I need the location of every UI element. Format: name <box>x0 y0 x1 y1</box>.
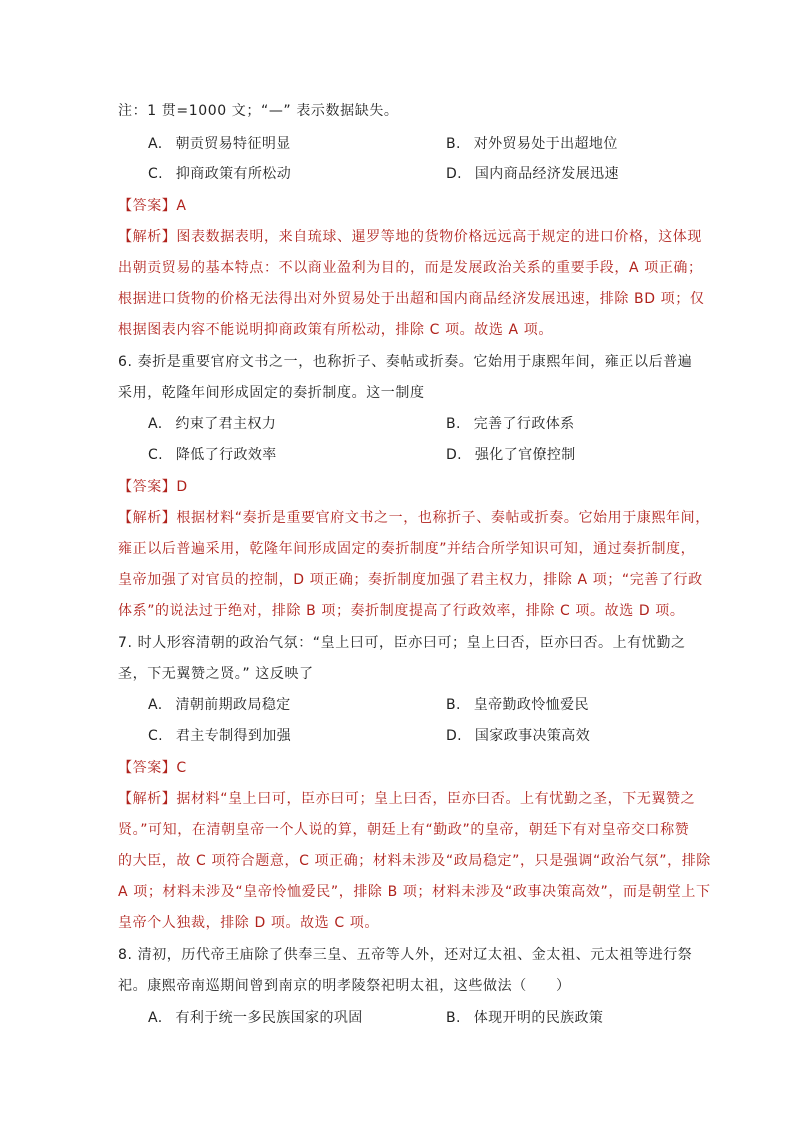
option-text: 君主专制得到加强 <box>175 728 292 744</box>
q5-option-c <box>148 164 291 184</box>
option-text: 有利于统一多民族国家的巩固 <box>175 1010 363 1026</box>
q6-option-b <box>446 414 575 434</box>
analysis-text: 根据材料“奏折是重要官府文书之一，也称折子、奏帖或折奏。它始用于康熙年间， <box>176 510 710 526</box>
q5-option-a <box>148 134 291 154</box>
answer-value: D <box>176 479 188 495</box>
q7-analysis-line-4: A 项；材料未涉及“皇帝怜恤爱民”，排除 B 项；材料未涉及“政事决策高效”，而是朝堂上下 <box>118 884 711 900</box>
analysis-text: 据材料“皇上曰可，臣亦曰可；皇上曰否，臣亦曰否。上有忧勤之圣，下无翼赞之 <box>176 791 696 807</box>
q7-stem-line-1: 7. 时人形容清朝的政治气氛：“皇上曰可，臣亦曰可；皇上曰否，臣亦曰否。上有忧勤之 <box>118 635 686 651</box>
q7-option-c <box>148 726 291 746</box>
q7-analysis-line-5: 皇帝个人独裁，排除 D 项。故选 C 项。 <box>118 915 379 931</box>
answer-label: 【答案】 <box>118 479 177 495</box>
option-letter: B. <box>446 1010 461 1026</box>
answer-value: C <box>176 760 187 776</box>
q7-analysis-line-3: 的大臣，故 C 项符合题意，C 项正确；材料未涉及“政局稳定”，只是强调“政治气氛”，排除 <box>118 853 711 869</box>
option-text: 体现开明的民族政策 <box>473 1010 604 1026</box>
option-letter: C. <box>148 447 164 463</box>
q7-answer <box>118 758 187 778</box>
option-text: 完善了行政体系 <box>473 416 575 432</box>
q6-option-c <box>148 445 277 465</box>
q6-analysis-line-3: 皇帝加强了对官员的控制，D 项正确；奏折制度加强了君主权力，排除 A 项；“完善了行政 <box>118 572 703 588</box>
q5-analysis-line-1 <box>118 227 702 247</box>
analysis-label: 【解析】 <box>118 791 177 807</box>
q6-analysis-line-4: 体系”的说法过于绝对，排除 B 项；奏折制度提高了行政效率，排除 C 项。故选 D 项。 <box>118 603 685 619</box>
q6-stem-line-2: 采用，乾隆年间形成固定的奏折制度。这一制度 <box>118 385 425 401</box>
q6-option-a <box>148 414 276 434</box>
answer-value: A <box>176 198 187 214</box>
q6-stem-line-1: 6. 奏折是重要官府文书之一，也称折子、奏帖或折奏。它始用于康熙年间，雍正以后普遍 <box>118 354 693 370</box>
option-text: 清朝前期政局稳定 <box>175 697 291 713</box>
q5-option-b <box>446 134 618 154</box>
q8-stem-line-2: 祀。康熙帝南巡期间曾到南京的明孝陵祭祀明太祖，这些做法（ ） <box>118 978 571 994</box>
option-letter: A. <box>148 697 163 713</box>
option-letter: D. <box>446 166 463 182</box>
analysis-text: 图表数据表明，来自琉球、暹罗等地的货物价格远远高于规定的进口价格，这体现 <box>176 229 703 245</box>
q5-analysis-line-4: 根据图表内容不能说明抑商政策有所松动，排除 C 项。故选 A 项。 <box>118 322 553 338</box>
q7-analysis-line-2: 贤。”可知，在清朝皇帝一个人说的算，朝廷上有“勤政”的皇帝，朝廷下有对皇帝交口称赞 <box>118 822 690 838</box>
q8-option-a <box>148 1008 363 1028</box>
q5-analysis-line-2: 出朝贡贸易的基本特点：不以商业盈利为目的，而是发展政治关系的重要手段，A 项正确； <box>118 260 703 276</box>
option-letter: C. <box>148 166 164 182</box>
answer-label: 【答案】 <box>118 760 177 776</box>
q7-option-b <box>446 695 589 715</box>
q5-analysis-line-3: 根据进口货物的价格无法得出对外贸易处于出超和国内商品经济发展迅速，排除 BD 项；仅 <box>118 291 705 307</box>
q7-stem-line-2: 圣，下无翼赞之贤。” 这反映了 <box>118 666 314 682</box>
analysis-label: 【解析】 <box>118 229 177 245</box>
option-text: 国内商品经济发展迅速 <box>474 166 619 182</box>
q5-option-d <box>446 164 619 184</box>
option-text: 国家政事决策高效 <box>474 728 591 744</box>
q6-analysis-line-1 <box>118 508 710 528</box>
q8-stem-line-1: 8. 清初，历代帝王庙除了供奉三皇、五帝等人外，还对辽太祖、金太祖、元太祖等进行祭 <box>118 947 693 963</box>
q7-option-d <box>446 726 590 746</box>
option-text: 强化了官僚控制 <box>474 447 576 463</box>
option-letter: B. <box>446 697 461 713</box>
option-text: 皇帝勤政怜恤爱民 <box>473 697 589 713</box>
option-text: 抑商政策有所松动 <box>175 166 292 182</box>
option-text: 降低了行政效率 <box>175 447 277 463</box>
option-letter: A. <box>148 1010 163 1026</box>
option-text: 对外贸易处于出超地位 <box>473 136 618 152</box>
q7-analysis-line-1 <box>118 789 695 809</box>
option-letter: C. <box>148 728 164 744</box>
q7-option-a <box>148 695 291 715</box>
q6-analysis-line-2: 雍正以后普遍采用，乾隆年间形成固定的奏折制度”并结合所学知识可知，通过奏折制度， <box>118 541 696 557</box>
option-letter: B. <box>446 136 461 152</box>
q6-option-d <box>446 445 576 465</box>
answer-label: 【答案】 <box>118 198 177 214</box>
option-letter: D. <box>446 728 463 744</box>
option-letter: A. <box>148 416 163 432</box>
q8-option-b <box>446 1008 603 1028</box>
table-note: 注：1 贯=1000 文；“—” 表示数据缺失。 <box>118 103 399 119</box>
option-letter: B. <box>446 416 461 432</box>
analysis-label: 【解析】 <box>118 510 177 526</box>
option-letter: D. <box>446 447 463 463</box>
q5-answer <box>118 196 187 216</box>
option-text: 朝贡贸易特征明显 <box>175 136 291 152</box>
option-text: 约束了君主权力 <box>175 416 277 432</box>
option-letter: A. <box>148 136 163 152</box>
q6-answer <box>118 477 188 497</box>
